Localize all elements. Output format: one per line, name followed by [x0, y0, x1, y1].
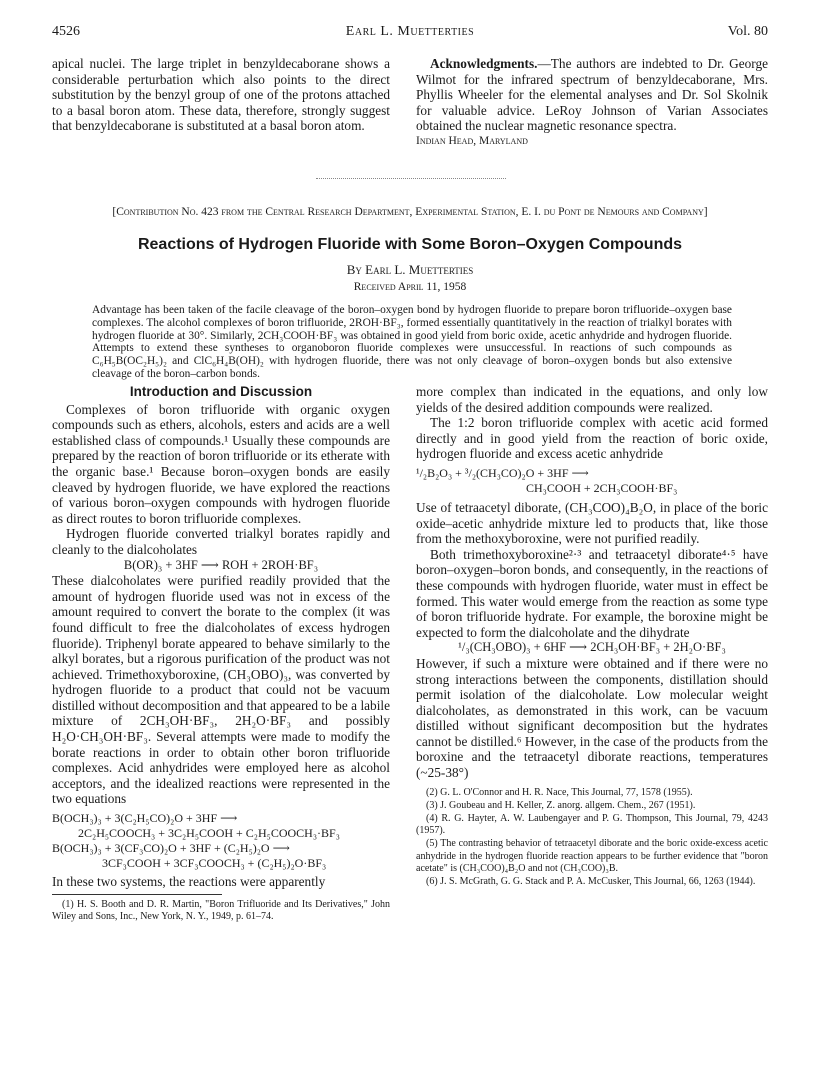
left-column: [52, 384, 390, 924]
section-heading: Introduction and Discussion: [129, 384, 313, 399]
prev-article-left: [52, 56, 390, 134]
right-column: [416, 384, 768, 889]
prev-article-right: [416, 56, 768, 150]
footnote: (5) The contrasting behavior of tetraacetyl diborate and the boric oxide-excess acetic anhydride in the hydrogen fluoride reaction appears to be further evidence that "boron acetate" is (CH₃COO)₄B₂O and not (CH₃COO)₃B.: [416, 838, 768, 874]
running-title: Earl L. Muetterties: [345, 24, 475, 39]
volume-label: Vol. 80: [727, 24, 768, 39]
prev-article-location: Indian Head, Maryland: [416, 134, 528, 147]
footnote-rule: [52, 894, 222, 895]
paragraph: In these two systems, the reactions were apparently: [52, 874, 326, 890]
paragraph: Use of tetraacetyl diborate, (CH₃COO)₄B₂O, in place of the boric oxide–acetic anhydride mixture led to products that, like those from the methoxyboroxine, were not purified readily.: [416, 499, 768, 547]
article-title: Reactions of Hydrogen Fluoride with Some Boron–Oxygen Compounds: [137, 236, 683, 253]
paragraph: Both trimethoxyboroxine²·³ and tetraacetyl diborate⁴·⁵ have boron–oxygen–boron bonds, and consequently, in the reactions of these compounds with hydrogen fluoride, water must in effect be formed. This water would emerge from the reaction as some type of boron trifluoride hydrate. For example, the boroxine might be expected to form the dialcoholate and the dihydrate: [416, 546, 768, 640]
article-author: By Earl L. Muetterties: [346, 262, 474, 277]
footnote: (2) G. L. O'Connor and H. R. Nace, This Journal, 77, 1578 (1955).: [426, 786, 693, 798]
paragraph: more complex than indicated in the equations, and only low yields of the desired addition compounds were realized.: [416, 384, 768, 415]
prev-article-text: apical nuclei. The large triplet in benzyldecaborane shows a considerable perturbation which also points to the direct substitution by the benzyl group of one of the protons attached to a basal boron atom. These data, therefore, strongly suggest that benzyldecaborane is substituted at a basal boron atom.: [52, 56, 390, 134]
ack-heading: Acknowledgments.: [430, 56, 538, 71]
paragraph: Complexes of boron trifluoride with organic oxygen compounds such as ethers, alcohols, esters and acids are a well established class of compounds.¹ Usually these compounds are prepared by the reaction of boron trifluoride or its etherate with the organic base.¹ Because boron–oxygen bonds are easily cleaved by hydrogen fluoride, we have explored the reactions of various boron–oxygen compounds with hydrogen fluoride as direct routes to boron trifluoride complexes.: [52, 401, 390, 526]
contribution-note: [Contribution No. 423 from the Central Research Department, Experimental Station, E. I. du Pont de Nemours and Company]: [112, 206, 708, 218]
paragraph: However, if such a mixture were obtained and if there were no strong interactions between the components, distillation should permit isolation of the dialcoholate. Low molecular weight dialcoholates, as demonstrated in this work, can be vacuum distilled without significant decomposition but the hydrates cannot be distilled.⁶ However, in the case of the products from the boroxine and the tetraacetyl diborate reactions, temperatures (~25-38°): [416, 655, 768, 781]
equation: B(OCH₃)₃ + 3(C₂H₅CO)₂O + 3HF ⟶: [52, 811, 238, 826]
paragraph: Hydrogen fluoride converted trialkyl borates rapidly and cleanly to the dialcoholates: [52, 526, 390, 557]
equation: ¹/₂B₂O₃ + ³/₂(CH₃CO)₂O + 3HF ⟶: [416, 465, 589, 480]
article-separator: [316, 178, 506, 179]
equation: CH₃COOH + 2CH₃COOH·BF₃: [526, 480, 678, 495]
footnote: (3) J. Goubeau and H. Keller, Z. anorg. allgem. Chem., 267 (1951).: [426, 799, 696, 811]
page-number: 4526: [52, 24, 80, 39]
equation: B(OR)₃ + 3HF ⟶ ROH + 2ROH·BF₃: [123, 557, 319, 572]
footnotes-left: [52, 899, 390, 923]
footnote: (1) H. S. Booth and D. R. Martin, "Boron Trifluoride and Its Derivatives," John Wiley and Sons, Inc., New York, N. Y., 1949, p. 61–74.: [52, 898, 390, 922]
equation: B(OCH₃)₃ + 3(CF₃CO)₂O + 3HF + (C₂H₅)₂O ⟶: [52, 841, 290, 856]
footnote: (4) R. G. Hayter, A. W. Laubengayer and P. G. Thompson, This Journal, 79, 4243 (1957).: [416, 813, 768, 837]
ack-text: —The authors are indebted to Dr. George Wilmot for the infrared spectrum of benzyldecaborane, Mrs. Phyllis Wheeler for the elemental analyses and Dr. Sol Skolnik for valuable advice. LeRoy Johnson of Varian Associates obtained the nuclear magnetic resonance spectra.: [416, 56, 768, 134]
footnote: (6) J. S. McGrath, G. G. Stack and P. A. McCusker, This Journal, 66, 1263 (1944).: [426, 876, 756, 888]
equation: 2C₂H₅COOCH₃ + 3C₂H₅COOH + C₂H₅COOCH₃·BF₃: [78, 826, 340, 841]
equation: 3CF₃COOH + 3CF₃COOCH₃ + (C₂H₅)₂O·BF₃: [102, 856, 327, 871]
equation: ¹/₃(CH₃OBO)₃ + 6HF ⟶ 2CH₃OH·BF₃ + 2H₂O·BF₃: [458, 640, 726, 655]
running-header: [52, 24, 768, 46]
paragraph: The 1:2 boron trifluoride complex with acetic acid formed directly and in good yield from the reaction of boric oxide, hydrogen fluoride and excess acetic anhydride: [416, 415, 768, 462]
paragraph: These dialcoholates were purified readily provided that the amount of hydrogen fluoride used was not in excess of the amount required to convert the borate to the complex (it was found difficult to free the dialcoholates of excess hydrogen fluoride). Triphenyl borate appeared to behave similarly to the alkyl borates, but a rigorous purification of the product was not achieved. Trimethoxyboroxine, (CH₃OBO)₃, was converted by hydrogen fluoride to a product that could not be vacuum distilled without decomposition and that appeared to be a labile mixture of 2CH₃OH·BF₃, 2H₂O·BF₃ and possibly H₂O·CH₃OH·BF₃. Several attempts were made to modify the borate reactions in order to obtain other boron trifluoride complexes. Acid anhydrides were employed here as alcohol acceptors, and the idealized reactions were represented in the two equations: [52, 573, 390, 807]
footnotes-right: [416, 787, 768, 889]
abstract: Advantage has been taken of the facile cleavage of the boron–oxygen bond by hydrogen fluoride to prepare boron trifluoride–oxygen base complexes. The alcohol complexes of boron trifluoride, 2ROH·BF₃, formed essentially quantitatively in the reaction of trialkyl borates with hydrogen fluoride at 30°. Similarly, 2CH₃COOH·BF₃ was obtained in good yield from boric oxide, acetic anhydride and hydrogen fluoride. Attempts to extend these syntheses to organoboron fluoride complexes were unsuccessful. In reactions of such compounds as C₆H₅B(OC₂H₅)₂ and ClC₆H₄B(OH)₂ with hydrogen fluoride, there was not only cleavage of boron–oxygen bonds but also extensive cleavage of the boron–carbon bonds.: [92, 304, 732, 380]
received-date: Received April 11, 1958: [353, 281, 467, 293]
